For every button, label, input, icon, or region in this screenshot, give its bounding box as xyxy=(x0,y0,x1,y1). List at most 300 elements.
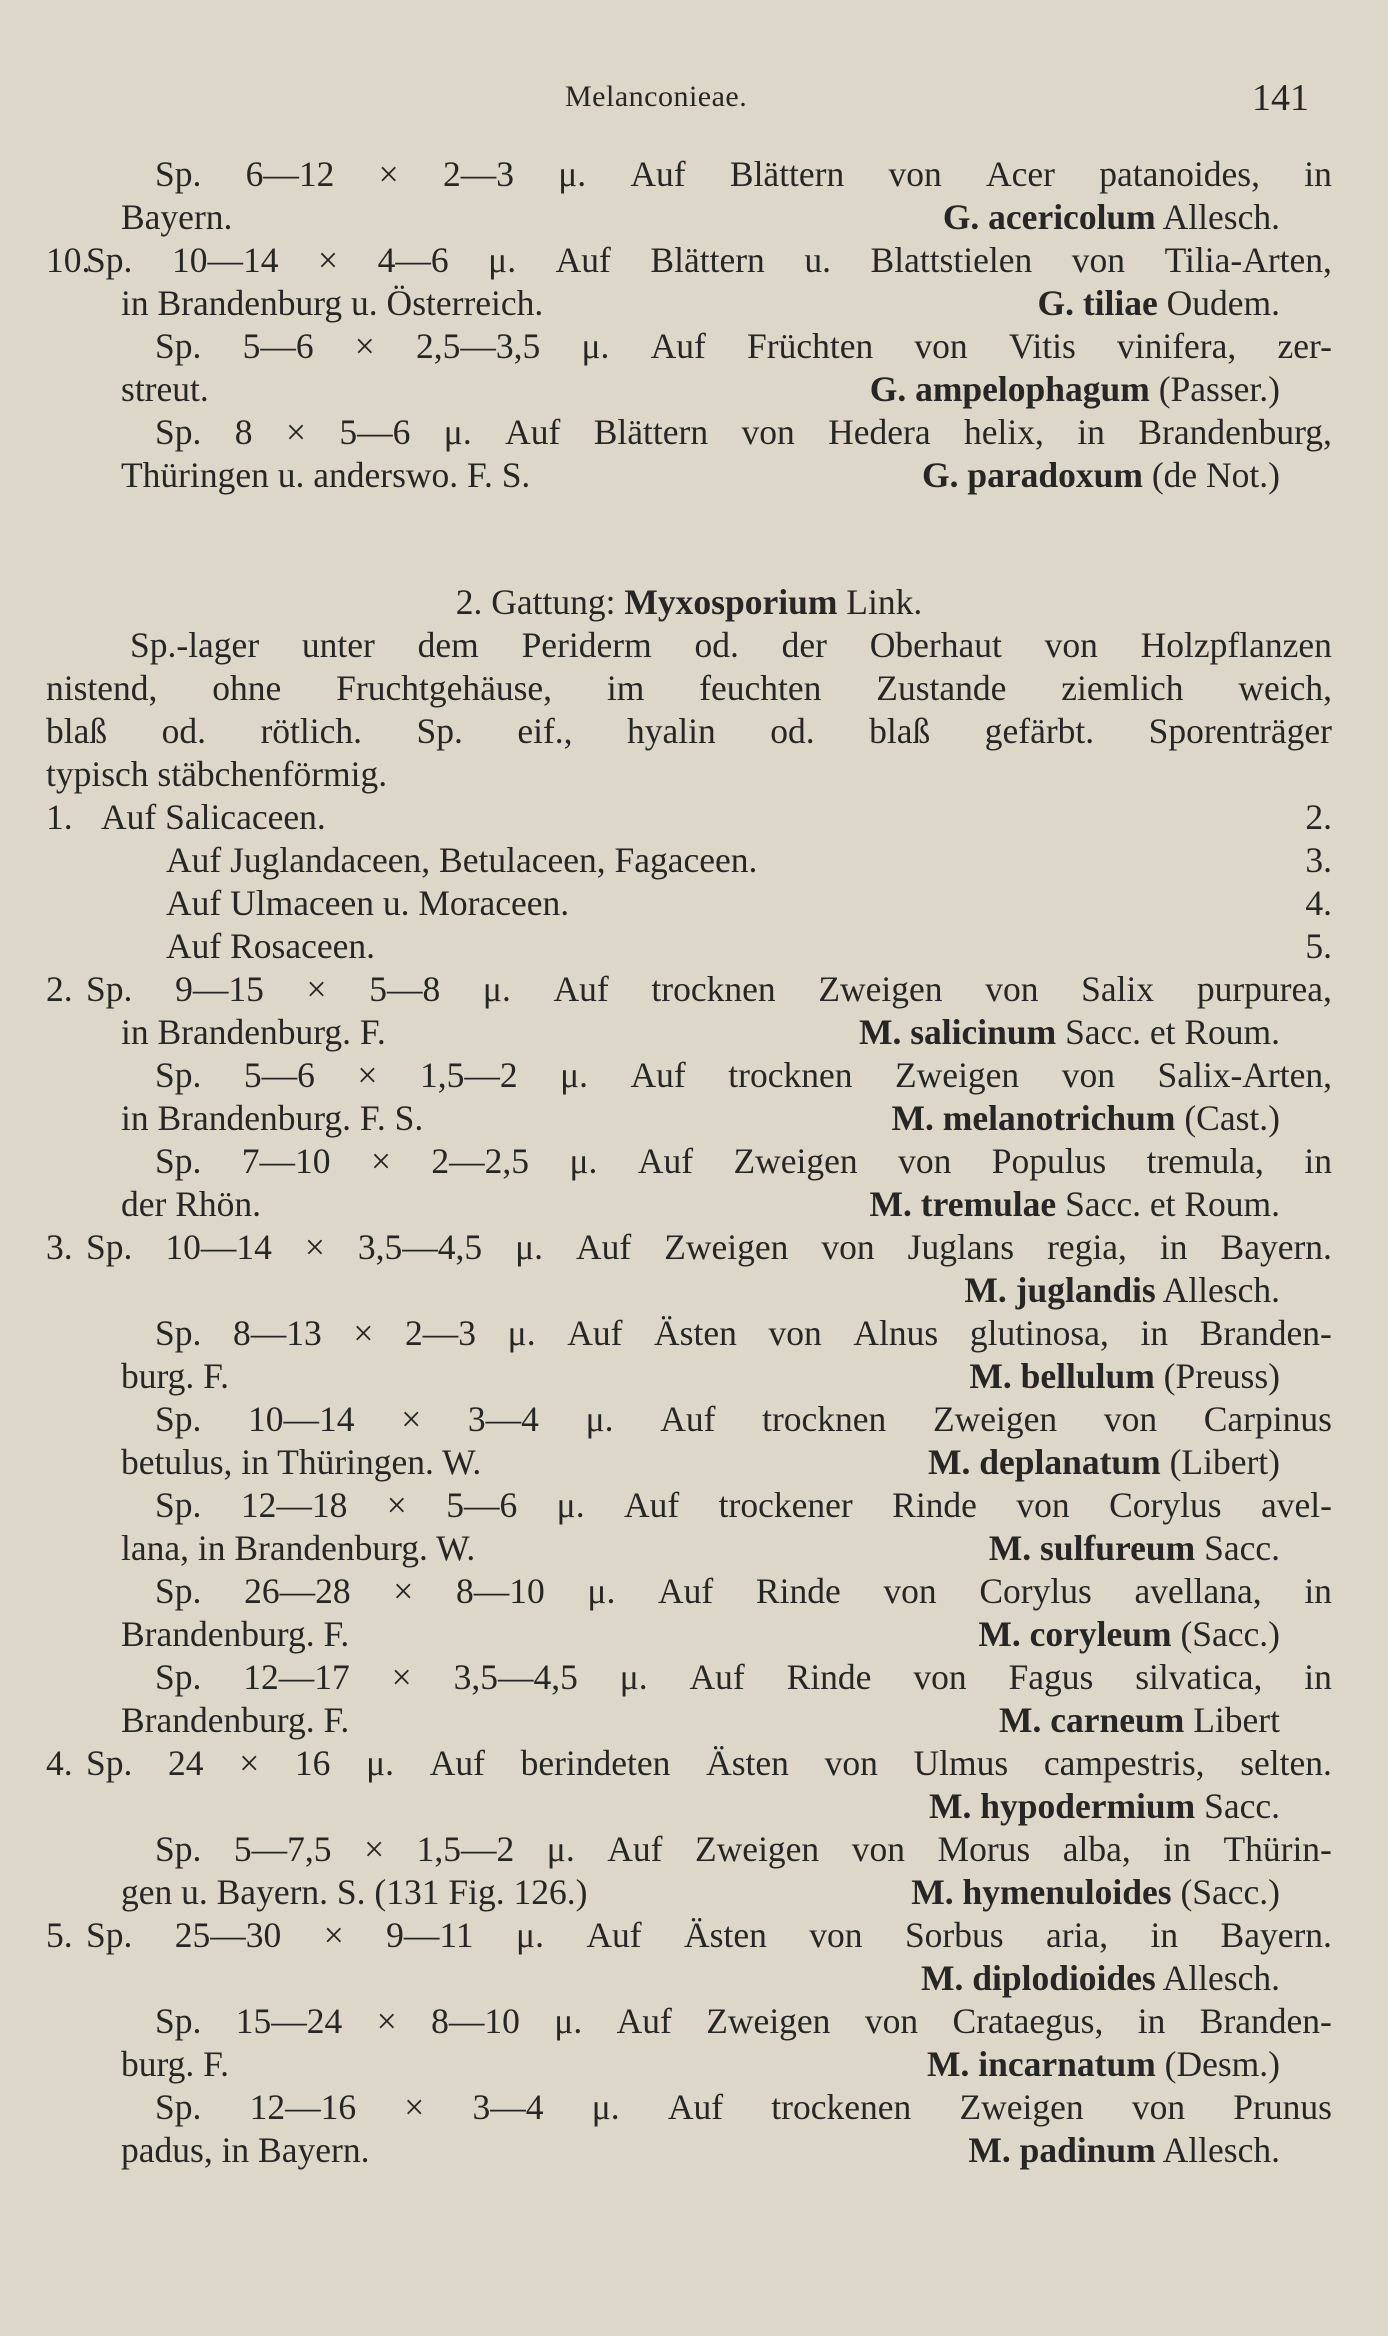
word: × xyxy=(376,2001,397,2041)
word: × xyxy=(364,1829,385,1869)
species-name xyxy=(911,1871,1280,1914)
species-binomial: M. carneum xyxy=(999,1700,1185,1740)
key-text: Auf Juglandaceen, Betulaceen, Fagaceen. xyxy=(166,840,758,880)
entry-locality: in Brandenburg u. Österreich. xyxy=(121,283,544,323)
entry-line-2 xyxy=(46,1613,1332,1656)
word: Auf xyxy=(616,2001,672,2041)
species-author: Sacc. et Roum. xyxy=(1065,1012,1280,1052)
page-number: 141 xyxy=(1252,77,1309,119)
word: von xyxy=(1016,1485,1070,1525)
word: 5—8 xyxy=(369,969,441,1009)
entry-locality: streut. xyxy=(121,369,209,409)
word: Auf xyxy=(658,1571,714,1611)
species-entry xyxy=(46,1742,1332,1828)
word: in xyxy=(1304,1571,1332,1611)
word: trocknen xyxy=(651,969,776,1009)
word: Auf xyxy=(689,1657,745,1697)
word: Populus xyxy=(991,1141,1107,1181)
word: Corylus xyxy=(979,1571,1092,1611)
word: in xyxy=(1137,2001,1166,2041)
species-author: Sacc. xyxy=(1204,1528,1280,1568)
species-entry xyxy=(46,2086,1332,2172)
entry-line-1 xyxy=(46,2086,1332,2129)
entry-number: 4. xyxy=(46,1743,73,1783)
species-author: (de Not.) xyxy=(1151,455,1280,495)
entry-number: 10. xyxy=(46,240,91,280)
word: glutinosa, xyxy=(969,1313,1109,1353)
word: 4—6 xyxy=(377,240,449,280)
entry-text xyxy=(155,1054,1332,1097)
species-name xyxy=(892,1097,1280,1140)
word: von xyxy=(824,1743,878,1783)
word: avel- xyxy=(1260,1485,1332,1525)
species-entry xyxy=(46,1570,1332,1656)
word: × xyxy=(285,412,306,452)
word: Sp. xyxy=(155,1657,202,1697)
entry-line-2 xyxy=(46,2043,1332,2086)
word: Ulmus xyxy=(913,1743,1009,1783)
key-reference: 5. xyxy=(1305,926,1332,966)
entry-line-1 xyxy=(46,968,1332,1011)
word: Blättern xyxy=(593,412,709,452)
word: 5—6 xyxy=(243,1055,315,1095)
description-line xyxy=(46,624,1332,667)
key-reference: 3. xyxy=(1305,840,1332,880)
word: 10—14 xyxy=(165,1227,272,1267)
word: in xyxy=(1159,1227,1188,1267)
entry-text xyxy=(86,239,1332,282)
word: von xyxy=(768,1313,822,1353)
entry-number: 3. xyxy=(46,1227,73,1267)
entry-line-1 xyxy=(46,1226,1332,1269)
entry-text xyxy=(86,968,1332,1011)
entry-locality: burg. F. xyxy=(121,1356,229,1396)
species-entry xyxy=(46,1054,1332,1140)
word: von xyxy=(1044,625,1098,665)
entry-line-2 xyxy=(46,1785,1332,1828)
entry-locality: betulus, in Thüringen. W. xyxy=(121,1442,482,1482)
entry-line-1 xyxy=(46,1742,1332,1785)
description-line xyxy=(46,710,1332,753)
word: Auf xyxy=(567,1313,623,1353)
word: 9—15 xyxy=(175,969,264,1009)
word: Sp. xyxy=(86,1915,133,1955)
page-body xyxy=(46,153,1332,2172)
word: gefärbt. xyxy=(984,711,1095,751)
word: von xyxy=(985,969,1039,1009)
word: im xyxy=(606,668,645,708)
word: in xyxy=(1140,1313,1169,1353)
word: von xyxy=(1071,240,1126,280)
word: von xyxy=(809,1915,863,1955)
word: Sp. xyxy=(155,154,202,194)
word: von xyxy=(913,1657,967,1697)
word: μ. xyxy=(488,240,517,280)
word: Bayern. xyxy=(1220,1915,1332,1955)
entry-locality: Thüringen u. anderswo. F. S. xyxy=(121,455,531,495)
word: von xyxy=(1061,1055,1115,1095)
word: 8—10 xyxy=(431,2001,520,2041)
entry-line-1 xyxy=(46,1054,1332,1097)
word: aria, xyxy=(1046,1915,1109,1955)
word: dem xyxy=(417,625,479,665)
species-entry xyxy=(46,1226,1332,1312)
species-name xyxy=(1037,282,1280,325)
word: Auf xyxy=(576,1227,632,1267)
word: 8 xyxy=(234,412,253,452)
species-binomial: M. hypodermium xyxy=(928,1786,1196,1826)
word: 8—13 xyxy=(233,1313,322,1353)
word: Sp. xyxy=(155,1141,202,1181)
word: 5—6 xyxy=(339,412,411,452)
word: unter xyxy=(301,625,375,665)
word: Auf xyxy=(586,1915,642,1955)
word: der xyxy=(781,625,827,665)
word: Crataegus, xyxy=(952,2001,1104,2041)
species-binomial: G. acericolum xyxy=(942,197,1156,237)
word: od. xyxy=(161,711,206,751)
word: 5—6 xyxy=(446,1485,518,1525)
species-author: (Preuss) xyxy=(1163,1356,1280,1396)
word: 1,5—2 xyxy=(416,1829,515,1869)
entry-locality: padus, in Bayern. xyxy=(121,2130,370,2170)
word: Sp. xyxy=(155,2001,202,2041)
word: Sp. xyxy=(155,1571,202,1611)
word: × xyxy=(357,1055,378,1095)
word: Prunus xyxy=(1233,2087,1332,2127)
word: Periderm xyxy=(521,625,652,665)
word: in xyxy=(1304,154,1332,194)
entry-locality: lana, in Brandenburg. W. xyxy=(121,1528,476,1568)
word: Morus xyxy=(937,1829,1031,1869)
word: 16 xyxy=(294,1743,331,1783)
word: 2,5—3,5 xyxy=(416,326,541,366)
word: Auf xyxy=(637,1141,694,1181)
entry-line-2 xyxy=(46,1097,1332,1140)
word: 9—11 xyxy=(386,1915,474,1955)
word: × xyxy=(404,2087,425,2127)
entry-text xyxy=(155,1398,1332,1441)
species-author: Libert xyxy=(1193,1700,1280,1740)
species-binomial: M. deplanatum xyxy=(927,1442,1161,1482)
entry-line-2 xyxy=(46,1957,1332,2000)
word: von xyxy=(1131,2087,1186,2127)
species-author: (Libert) xyxy=(1169,1442,1280,1482)
word: von xyxy=(883,1571,937,1611)
description-text: typisch stäbchenförmig. xyxy=(46,754,388,794)
word: trocknen xyxy=(728,1055,853,1095)
word: Fruchtgehäuse, xyxy=(336,668,553,708)
word: μ. xyxy=(558,154,587,194)
word: Salix-Arten, xyxy=(1157,1055,1332,1095)
genus-heading: 2. Gattung: Myxosporium Link. xyxy=(455,582,923,622)
key-text: Auf Ulmaceen u. Moraceen. xyxy=(166,883,570,923)
word: silvatica, xyxy=(1135,1657,1263,1697)
word: ohne xyxy=(212,668,282,708)
word: 2—3 xyxy=(405,1313,477,1353)
species-entry xyxy=(46,1398,1332,1484)
word: Sp. xyxy=(155,1485,202,1525)
word: Brandenburg, xyxy=(1138,412,1332,452)
species-author: (Sacc.) xyxy=(1180,1614,1280,1654)
key-line xyxy=(46,882,1332,925)
key-line xyxy=(46,925,1332,968)
word: Zweigen xyxy=(664,1227,789,1267)
entry-line-1 xyxy=(46,1570,1332,1613)
identification-key xyxy=(46,796,1332,968)
word: von xyxy=(914,326,968,366)
species-author: (Passer.) xyxy=(1158,369,1280,409)
description-text xyxy=(46,667,1332,710)
word: μ. xyxy=(366,1743,395,1783)
word: × xyxy=(323,1915,344,1955)
entry-text xyxy=(86,1742,1332,1785)
species-list xyxy=(46,968,1332,2172)
species-name xyxy=(968,2129,1280,2172)
word: von xyxy=(864,2001,919,2041)
entry-text xyxy=(86,1914,1332,1957)
species-binomial: M. juglandis xyxy=(964,1270,1156,1310)
entry-line-1 xyxy=(46,1398,1332,1441)
word: avellana, xyxy=(1134,1571,1262,1611)
word: campestris, xyxy=(1043,1743,1205,1783)
word: μ. xyxy=(591,2087,620,2127)
species-binomial: M. sulfureum xyxy=(988,1528,1196,1568)
word: Zweigen xyxy=(706,2001,831,2041)
word: von xyxy=(741,412,795,452)
species-name xyxy=(978,1613,1280,1656)
word: Auf xyxy=(630,1055,686,1095)
entry-line-2 xyxy=(46,1269,1332,1312)
word: in xyxy=(1304,1141,1332,1181)
word: Tilia-Arten, xyxy=(1164,240,1332,280)
entry-text xyxy=(155,2000,1332,2043)
word: Acer xyxy=(986,154,1056,194)
entry-locality: Brandenburg. F. xyxy=(121,1700,350,1740)
species-author: (Cast.) xyxy=(1184,1098,1280,1138)
entry-text xyxy=(155,1140,1332,1183)
word: von xyxy=(821,1227,875,1267)
word: μ. xyxy=(482,969,511,1009)
word: 10—14 xyxy=(171,240,279,280)
word: Bayern. xyxy=(1220,1227,1332,1267)
top-entries xyxy=(46,153,1332,497)
word: × xyxy=(401,1399,422,1439)
entry xyxy=(46,239,1332,325)
word: Auf xyxy=(555,240,611,280)
key-number: 1. xyxy=(46,797,73,837)
species-binomial: M. incarnatum xyxy=(927,2044,1156,2084)
word: 2—2,5 xyxy=(431,1141,530,1181)
word: Sporenträger xyxy=(1148,711,1332,751)
species-binomial: G. ampelophagum xyxy=(869,369,1150,409)
entry-line-1 xyxy=(46,1828,1332,1871)
word: 3,5—4,5 xyxy=(453,1657,578,1697)
word: Auf xyxy=(505,412,561,452)
description-text xyxy=(46,710,1332,753)
species-name xyxy=(870,1183,1280,1226)
word: μ. xyxy=(515,1227,544,1267)
word: μ. xyxy=(581,326,610,366)
word: 3,5—4,5 xyxy=(357,1227,483,1267)
species-binomial: M. bellulum xyxy=(969,1356,1155,1396)
species-author: (Sacc.) xyxy=(1180,1872,1280,1912)
species-binomial: M. melanotrichum xyxy=(891,1098,1176,1138)
word: regia, xyxy=(1047,1227,1127,1267)
entry-line-1 xyxy=(46,2000,1332,2043)
word: feuchten xyxy=(699,668,822,708)
species-binomial: M. diplodioides xyxy=(920,1958,1156,1998)
entry-text xyxy=(155,1828,1332,1871)
word: 8—10 xyxy=(455,1571,545,1611)
entry-locality: Bayern. xyxy=(121,197,233,237)
word: Alnus xyxy=(853,1313,939,1353)
word: × xyxy=(306,969,327,1009)
word: 10—14 xyxy=(248,1399,355,1439)
word: von xyxy=(851,1829,905,1869)
species-name xyxy=(927,2043,1280,2086)
species-author: Allesch. xyxy=(1162,197,1280,237)
word: Sp. xyxy=(155,326,202,366)
word: Branden- xyxy=(1199,2001,1332,2041)
species-name xyxy=(928,1441,1280,1484)
species-name xyxy=(989,1527,1280,1570)
word: 1,5—2 xyxy=(419,1055,518,1095)
running-header: Melanconieae. xyxy=(565,80,748,113)
word: × xyxy=(353,1313,374,1353)
word: Zustande xyxy=(876,668,1007,708)
word: Branden- xyxy=(1199,1313,1332,1353)
species-entry xyxy=(46,1484,1332,1570)
entry-line-1 xyxy=(46,325,1332,368)
word: 5—6 xyxy=(242,326,314,366)
word: u. xyxy=(804,240,831,280)
species-name xyxy=(921,1957,1280,2000)
word: × xyxy=(318,240,339,280)
word: Ästen xyxy=(654,1313,737,1353)
word: Fagus xyxy=(1008,1657,1094,1697)
word: trockenen xyxy=(771,2087,912,2127)
word: purpurea, xyxy=(1196,969,1332,1009)
word: in xyxy=(1163,1829,1191,1869)
word: in xyxy=(1304,1657,1332,1697)
word: Rinde xyxy=(786,1657,872,1697)
word: vinifera, xyxy=(1117,326,1237,366)
word: Sp. xyxy=(86,240,133,280)
entry-line-2 xyxy=(46,454,1332,497)
species-entry xyxy=(46,1914,1332,2000)
species-binomial: M. padinum xyxy=(968,2130,1156,2170)
word: Zweigen xyxy=(959,2087,1084,2127)
entry-line-2 xyxy=(46,1699,1332,1742)
word: von xyxy=(1103,1399,1158,1439)
word: Oberhaut xyxy=(869,625,1002,665)
word: Rinde xyxy=(755,1571,841,1611)
word: Blättern xyxy=(729,154,845,194)
species-name xyxy=(859,1011,1280,1054)
species-name xyxy=(969,1355,1280,1398)
entry-line-2 xyxy=(46,1871,1332,1914)
entry-number: 2. xyxy=(46,969,73,1009)
species-name xyxy=(922,454,1280,497)
key-line xyxy=(46,796,1332,839)
word: hyalin xyxy=(627,711,716,751)
word: μ. xyxy=(556,1485,585,1525)
species-binomial: G. paradoxum xyxy=(922,455,1143,495)
word: Ästen xyxy=(706,1743,789,1783)
word: Sp. xyxy=(86,969,133,1009)
word: od. xyxy=(770,711,815,751)
description-line xyxy=(46,753,1332,796)
word: Sp. xyxy=(155,1829,202,1869)
word: μ. xyxy=(443,412,472,452)
word: 25—30 xyxy=(174,1915,282,1955)
word: μ. xyxy=(546,1829,575,1869)
word: μ. xyxy=(516,1915,544,1955)
word: Auf xyxy=(624,1485,680,1525)
word: μ. xyxy=(554,2001,583,2041)
entry-text xyxy=(86,1226,1332,1269)
word: eif., xyxy=(517,711,573,751)
species-author: Allesch. xyxy=(1162,1958,1280,1998)
word: Auf xyxy=(553,969,609,1009)
word: in xyxy=(1077,412,1105,452)
word: × xyxy=(391,1657,412,1697)
key-reference: 2. xyxy=(1305,797,1332,837)
word: alba, xyxy=(1062,1829,1131,1869)
entry-line-1 xyxy=(46,153,1332,196)
word: Sp. xyxy=(155,1399,202,1439)
species-name xyxy=(870,368,1280,411)
word: Carpinus xyxy=(1203,1399,1332,1439)
word: Hedera xyxy=(828,412,931,452)
word: × xyxy=(239,1743,260,1783)
word: Zweigen xyxy=(818,969,943,1009)
word: Vitis xyxy=(1008,326,1076,366)
word: Corylus xyxy=(1109,1485,1222,1525)
word: zer- xyxy=(1277,326,1332,366)
word: Blättern xyxy=(650,240,765,280)
species-author: Allesch. xyxy=(1162,1270,1280,1310)
word: Auf xyxy=(660,1399,716,1439)
word: Sp. xyxy=(155,2087,202,2127)
word: patanoides, xyxy=(1099,154,1260,194)
entry-number: 5. xyxy=(46,1915,73,1955)
word: Sp. xyxy=(155,1313,202,1353)
key-text: Auf Salicaceen. xyxy=(101,797,326,837)
word: rötlich. xyxy=(260,711,363,751)
word: 12—18 xyxy=(240,1485,348,1525)
species-name xyxy=(964,1269,1280,1312)
entry-line-1 xyxy=(46,1312,1332,1355)
word: od. xyxy=(694,625,739,665)
word: × xyxy=(386,1485,407,1525)
word: Holzpflanzen xyxy=(1140,625,1332,665)
entry-text xyxy=(155,1570,1332,1613)
species-name xyxy=(943,196,1280,239)
word: Auf xyxy=(650,326,706,366)
word: Ästen xyxy=(684,1915,767,1955)
species-author: Oudem. xyxy=(1166,283,1280,323)
entry xyxy=(46,325,1332,411)
entry-locality: in Brandenburg. F. xyxy=(121,1012,386,1052)
entry-line-2 xyxy=(46,1355,1332,1398)
word: ziemlich xyxy=(1061,668,1184,708)
word: Blattstielen xyxy=(870,240,1033,280)
entry-line-2 xyxy=(46,1441,1332,1484)
word: 2—3 xyxy=(442,154,514,194)
entry-locality: Brandenburg. F. xyxy=(121,1614,350,1654)
